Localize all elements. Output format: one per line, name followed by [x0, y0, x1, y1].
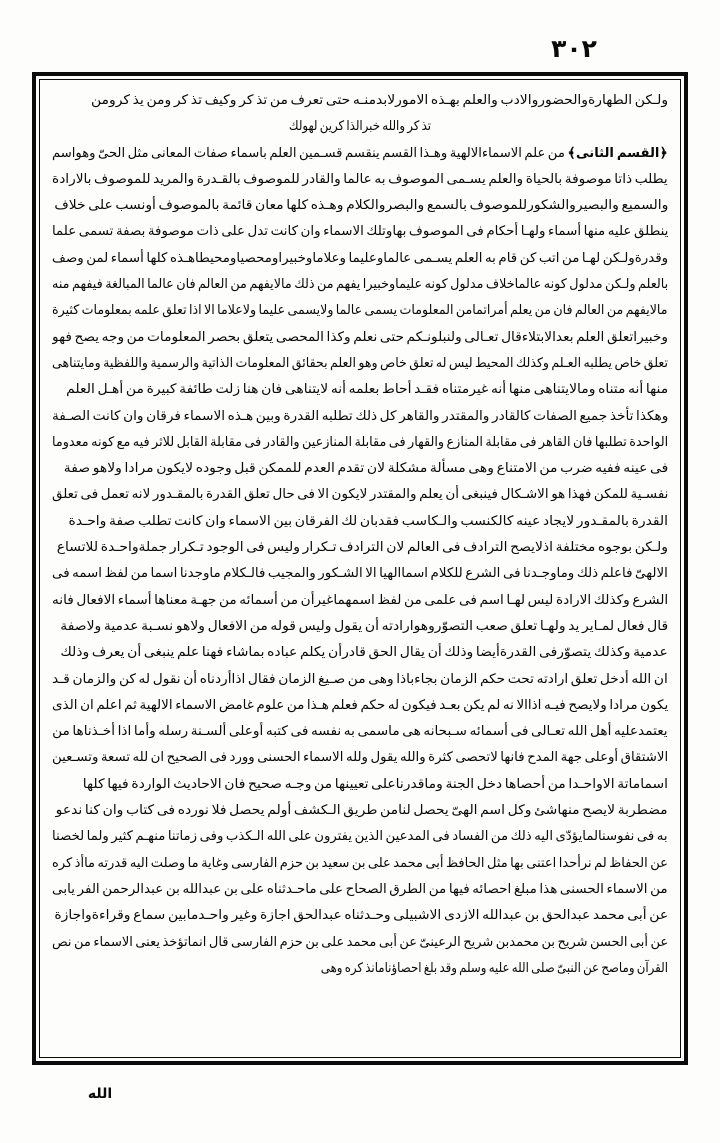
- text-line-run: عن الحفاظ لم نرأحدا اعتنى بها مثل الحافظ أبى محمد على بن سعيد بن حزم الفارسى وغاية ما وصلت اليه قدرته ماأذ كره: [52, 855, 668, 871]
- text-line-run: ولـكن بوجوه مختلفة اذلايصح الترادف فى العالم لان الترادف تـكرار وليس فى الوجود تـكرار جملةواحـدة للاتساع: [56, 540, 668, 556]
- text-line-run: القرآن وماصح عن النبىّ صلى الله عليه وسلم وقد بلغ احصاؤنامانذ كره وهى: [320, 960, 668, 976]
- text-line: [52, 298, 668, 324]
- text-line: [52, 824, 668, 850]
- text-line-run: قال فعال لمـاير يد ولهـا تعلق صعب التصوّروهوارادته أن يقول وليس قوله من الافعال ولاهو نسـبة عدمية ولاصفة: [60, 618, 668, 634]
- text-line: [52, 219, 668, 245]
- text-line: [52, 246, 668, 272]
- text-line-run: وهكذا تأخذ جميع الصفات كالقادر والمقتدر والقاهر كل ذلك تطلبه القدرة وبين هـذه الاسماء فرقان وان كانت الصـفة: [52, 408, 668, 424]
- text-line-run: ولـكن الطهارةوالحضوروالادب والعلم بهـذه الامورلابدمنـه حتى تعرف من تذ كر وكيف تذ كر ومن يذ كرومن: [90, 93, 668, 108]
- text-line: [52, 272, 668, 298]
- text-line: [52, 114, 668, 140]
- text-line-run: والسميع والبصيروالشكورللموصوف بالسمع والبصروالكلام وهـذه كلها معان قائمة بالموصوف أونسب على خلاف: [54, 198, 668, 214]
- text-line: [52, 377, 668, 403]
- text-line-run: الشرع وكذلك الارادة ليس لهـا اسم فى علمى من لفظ اسمهماغيرأن من أسمائه من جهـة معناها أسماء الافعال فانه: [52, 592, 668, 608]
- text-line-run: نفسـية للمكن فهذا هو الاشـكال فينبغى أن يعلم والمقتدر لايكون الا فى حال تعلق القدرة بالمقـدور لانه تعمل فى تعلق: [52, 487, 668, 503]
- text-line: [52, 772, 668, 798]
- text-line: [52, 325, 668, 351]
- page-border-frame: [32, 72, 688, 1065]
- text-line-run: بالعلم ولـكن مدلول كونه عالماخلاف مدلول كونه عليماوخبيرا يفهم من ذلك مالايفهم من العالم فان عالما المبالغة فيفهم منه: [52, 277, 668, 293]
- text-line-run: القدرة بالمقـدور لايجاد عينه كالكنسب والـكاسب فقدبان لك الفرقان بين الاسماء وان كانت تطلب صفة واحـدة: [68, 513, 668, 529]
- text-line-run: منها أنه متناه ومالايتناهى منها أنه غيرمتناه فقـد أحاط بعلمه أنه لايتناهى فان هنا زلت طائفة كبيرة من أهـل العلم: [65, 382, 668, 398]
- text-line: [52, 930, 668, 956]
- text-line-run: مضطربة لايصح منهاشئ وكل اسم الهىّ يحصل لنامن طريق الـكشف أولم يحصل فلا نورده فى كتاب وان كنا ندعو: [56, 803, 668, 819]
- text-line: [52, 430, 668, 456]
- text-line: [52, 719, 668, 745]
- text-line-run: الواحدة تطلبها فان القاهر فى مقابلة المنازع والقهار فى مقابلة المنازعين والقادر فى مقابلة القابل للاثر فيه مع كونه معدوما: [52, 434, 668, 450]
- text-line: [52, 903, 668, 929]
- text-line-run: وقدرةولـكن لهـا من اتب كن قام به العلم يسـمى عالماوعليما وعلاماوخبيراومحصياومحيطاهـذه كلها أسماء لمن وصف: [52, 250, 668, 266]
- text-line-run: ينطلق عليه منها أسماء ولهـا أحكام فى الموصوف بهاوتلك الاسماء وان كانت تدل على ذات موصوفة بصفة تسمى علما: [52, 224, 668, 240]
- text-line: [52, 509, 668, 535]
- text-line: [52, 351, 668, 377]
- text-line-run: الاشتقاق أوعلى جهة المدح فانها لاتحصى كثرة والله يقول ولله الاسماء الحسنى وورد فى الصحيح ان لله تسعة وتسـعين: [52, 750, 668, 766]
- body-text-block: [52, 88, 668, 1049]
- text-line: [52, 745, 668, 771]
- text-line: [52, 693, 668, 719]
- text-line: [52, 167, 668, 193]
- text-line-run: به فى نفوسنالمايؤدّى اليه ذلك من الفساد فى المدعين الذين يفترون على الله الـكذب وفى زماتنا منهـم كثير ولما لخصنا: [52, 829, 668, 845]
- text-line: [52, 798, 668, 824]
- text-line-run: تذ كر والله خبرالذا كرين لهولك: [288, 119, 432, 135]
- text-line: [52, 956, 668, 982]
- catchword: الله: [87, 1086, 113, 1102]
- text-line-run: الالهىّ فاعلم ذلك وماوجـدنا فى الشرع للكلام اسماالهيا الا الشـكور والمجيب فالـكلام ماوجدنا اسما من لفظ اسمه فى: [52, 566, 668, 582]
- text-line: [52, 193, 668, 219]
- text-line: [52, 535, 668, 561]
- text-line: [52, 588, 668, 614]
- text-line: [52, 561, 668, 587]
- text-line-run: عن أبى الحسن شريح بن محمدبن شريح الرعينىّ عن أبى محمد على بن حزم الفارسى قال انماتؤخذ يعنى الاسماء من نص: [52, 934, 668, 950]
- section-header-label: القسم الثانى: [575, 145, 660, 161]
- text-line: [52, 404, 668, 430]
- text-line-run: مالايفهم من العالم فان من يعلم أمراتمامن المعلومات يسمى عالما ولايسمى عليما ولاعلاما الا اذا تعلق علمه بمعلومات كثيرة: [52, 303, 668, 319]
- text-line-run: اسماماتة الاواحـدا من أحصاها دخل الجنة وماقدرناعلى تعيينها من وجـه صحيح فان الاحاديث الواردة فيها كلها: [82, 776, 668, 792]
- page-border-frame-inner: [39, 79, 681, 1058]
- ornamental-bracket-close: ﴾: [567, 145, 576, 161]
- ornamental-bracket-open: ﴿: [659, 145, 668, 161]
- section-header-marker: [567, 146, 668, 161]
- page-number: ٣٠٢: [551, 34, 597, 63]
- text-line: [52, 640, 668, 666]
- text-line-run: وخبيراتعلق العلم بعدالابتلاءقال تعـالى ولنبلونـكم حتى نعلم وكذا المحصى يتعلق بحصر المعلومات من وجه يصح فهو: [52, 329, 668, 345]
- text-line-run: [52, 141, 668, 167]
- text-line-run: عدمية وكذلك يتصوّرفى القدرةأيضا وذلك أن يقال الحق قادرأن يكلم عباده بماشاء فهنا علم ينبغى أن يعرف وذلك: [60, 645, 668, 661]
- text-line-run: عن أبى محمد عبدالحق بن عبدالله الازدى الاشبيلى وحـدثناه عبدالحق اجازة وغير واحـدمابين سماع وقراءةواجازة: [54, 908, 668, 924]
- text-line: [52, 614, 668, 640]
- text-line: [52, 456, 668, 482]
- text-line-run: تعلق خاص يطلبه العـلم وكذلك المحيط ليس له تعلق خاص وهو العلم بحقائق المعلومات الذاتية والرسمية واللفظية ومايتناهى: [52, 355, 668, 371]
- text-line: [52, 88, 668, 114]
- text-line-body: من علم الاسماءالالهية وهـذا القسم ينقسم قسـمين العلم باسماء صفات المعانى مثل الحىّ وهواسم: [52, 145, 568, 161]
- text-line-run: ان الله أدخل تعلق ارادته تحت حكم الزمان بجاءباذا وهى من صـيغ الزمان فقال اذاأردناه أن نقول له كن والزمان قـد: [52, 671, 668, 687]
- text-line: [52, 482, 668, 508]
- text-line-run: يكون مرادا ولايصح فيـه اذاالا نه لم يكن بعـد فيكون له حكم فعلم هـذا من علوم غامض الاسماء الالهية ثم اعلم ان الذى: [52, 697, 668, 713]
- text-line: [52, 851, 668, 877]
- text-line: [52, 667, 668, 693]
- text-line-run: يطلب ذاتا موصوفة بالحياة والعلم يسـمى الموصوف به عالما والقادر للموصوف بالقـدرة والمريد للموصوف بالارادة: [52, 171, 668, 187]
- text-line: [52, 877, 668, 903]
- text-line-run: من الاسماء الحسنى هذا مبلغ احصائه فيها من الطرق الصحاح على ماحـدثناه على بن عبدالله بن عبدالرحمن الفر يابى: [52, 881, 668, 897]
- text-line: [52, 141, 668, 167]
- text-line-run: يعتمدعليه أهل الله تعـالى فى أسمائه سـبحانه هى ماسمى به نفسه فى كتبه أوعلى ألسـنة رسله وأما اذا أخـذناها من: [52, 724, 668, 740]
- text-line-run: فى عينه ففيه ضرب من الامتناع وهى مسألة مشكلة لان تقدم العدم للممكن قبل وجوده لايكون مرادا ولاهو صفة: [63, 461, 668, 477]
